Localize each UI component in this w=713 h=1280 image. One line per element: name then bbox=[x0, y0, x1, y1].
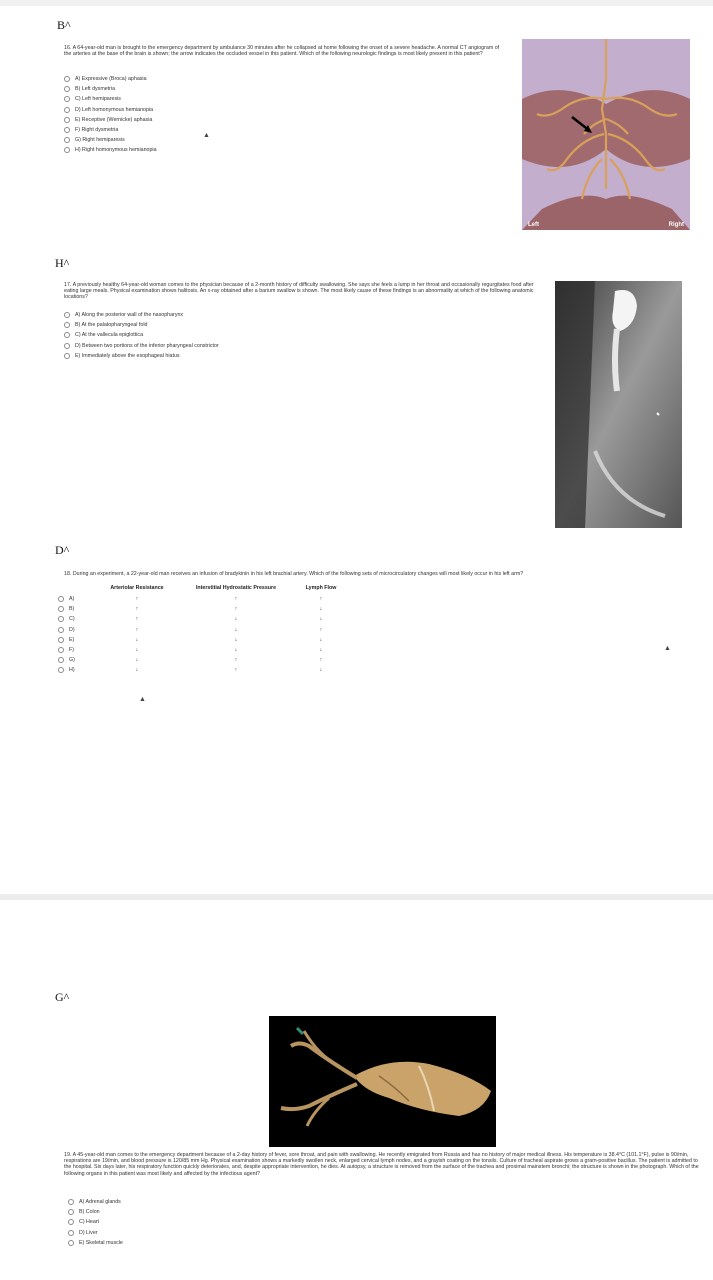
answer-label-q16: B^ bbox=[57, 18, 71, 32]
question-text: A 64-year-old man is brought to the emergency department by ambulance 30 minutes after he collapsed at home following the onset of a severe headache. A normal CT angiogram of the arteries at the base of the brain is shown; the arrow indicates the occluded vessel in this patient. Which of the following neurologic findings is most likely present in this patient? bbox=[64, 45, 500, 58]
table-row[interactable]: B) ↑ ↑ ↓ bbox=[58, 604, 346, 614]
answer-label-q19: G^ bbox=[55, 990, 70, 1004]
radio-button[interactable] bbox=[58, 606, 64, 612]
option-a[interactable]: A) Expressive (Broca) aphasia bbox=[64, 74, 157, 84]
option-a[interactable]: A) Along the posterior wall of the nasopharynx bbox=[64, 310, 219, 320]
radio-button[interactable] bbox=[68, 1219, 74, 1225]
question-18-stem bbox=[64, 571, 684, 577]
table-row[interactable]: C) ↑ ↓ ↓ bbox=[58, 614, 346, 624]
radio-button[interactable] bbox=[58, 647, 64, 653]
option-c[interactable]: C) At the vallecula epiglottica bbox=[64, 330, 219, 340]
radio-button[interactable] bbox=[68, 1240, 74, 1246]
mouse-cursor-icon: ▲ bbox=[139, 696, 146, 703]
mouse-cursor-icon: ▲ bbox=[203, 132, 210, 139]
question-number: 18. bbox=[64, 571, 72, 577]
option-b[interactable]: B) At the palatopharyngeal fold bbox=[64, 320, 219, 330]
radio-button[interactable] bbox=[64, 312, 70, 318]
radio-button[interactable] bbox=[64, 117, 70, 123]
question-16-stem bbox=[64, 45, 504, 57]
option-a[interactable]: A) Adrenal glands bbox=[68, 1197, 123, 1207]
radio-button[interactable] bbox=[64, 127, 70, 133]
mouse-cursor-icon: ▲ bbox=[664, 645, 671, 652]
table-row[interactable]: E) ↓ ↓ ↓ bbox=[58, 635, 346, 645]
autopsy-photograph bbox=[269, 1016, 496, 1147]
option-h[interactable]: H) Right homonymous hemianopia bbox=[64, 145, 157, 155]
radio-button[interactable] bbox=[64, 137, 70, 143]
table-row[interactable]: F) ↓ ↓ ↓ bbox=[58, 645, 346, 655]
question-17-options bbox=[64, 310, 219, 361]
radio-button[interactable] bbox=[64, 76, 70, 82]
option-b[interactable]: B) Left dysmetria bbox=[64, 84, 157, 94]
option-g[interactable]: G) Right hemiparesis bbox=[64, 135, 157, 145]
answer-choices-table bbox=[58, 582, 346, 676]
ct-angiogram-image bbox=[522, 39, 690, 230]
radio-button[interactable] bbox=[64, 353, 70, 359]
question-number: 17. bbox=[64, 282, 72, 288]
answer-label-q18: D^ bbox=[55, 543, 70, 557]
pseudomembrane-graphic bbox=[269, 1016, 496, 1147]
radio-button[interactable] bbox=[64, 322, 70, 328]
table-row[interactable]: A) ↑ ↑ ↑ bbox=[58, 594, 346, 604]
option-e[interactable]: E) Immediately above the esophageal hiatus bbox=[64, 351, 219, 361]
column-header: Interstitial Hydrostatic Pressure bbox=[195, 585, 277, 591]
radio-button[interactable] bbox=[64, 107, 70, 113]
column-header: Arteriolar Resistance bbox=[110, 585, 164, 591]
option-c[interactable]: C) Heart bbox=[68, 1217, 123, 1227]
radio-button[interactable] bbox=[58, 637, 64, 643]
table-row[interactable]: H) ↓ ↑ ↓ bbox=[58, 665, 346, 675]
option-b[interactable]: B) Colon bbox=[68, 1207, 123, 1217]
figure-label-left: Left bbox=[528, 222, 539, 228]
question-text: A previously healthy 64-year-old woman comes to the physician because of a 2-month history of difficulty swallowing. She says she feels a lump in her throat and occasionally regurgitates food after eating large meals. Physical examination shows halitosis. An x-ray obtained after a barium swallow is shown. The most likely cause of these findings is an abnormality at which of the following anatomic locations? bbox=[64, 282, 534, 301]
barium-swallow-xray-image bbox=[555, 281, 682, 528]
page-divider bbox=[0, 894, 713, 900]
table-header-row bbox=[58, 582, 346, 594]
question-number: 16. bbox=[64, 45, 72, 51]
question-16-options bbox=[64, 74, 157, 156]
radio-button[interactable] bbox=[68, 1199, 74, 1205]
radio-button[interactable] bbox=[64, 147, 70, 153]
radio-button[interactable] bbox=[58, 616, 64, 622]
answer-label-q17: H^ bbox=[55, 256, 70, 270]
xray-graphic bbox=[555, 281, 682, 528]
radio-button[interactable] bbox=[58, 627, 64, 633]
column-header: Lymph Flow bbox=[305, 585, 337, 591]
radio-button[interactable] bbox=[58, 657, 64, 663]
radio-button[interactable] bbox=[64, 343, 70, 349]
question-17-stem bbox=[64, 282, 544, 301]
radio-button[interactable] bbox=[68, 1230, 74, 1236]
option-e[interactable]: E) Skeletal muscle bbox=[68, 1238, 123, 1248]
top-divider bbox=[0, 0, 713, 6]
option-d[interactable]: D) Between two portions of the inferior pharyngeal constrictor bbox=[64, 341, 219, 351]
option-d[interactable]: D) Liver bbox=[68, 1228, 123, 1238]
figure-label-right: Right bbox=[668, 222, 684, 228]
radio-button[interactable] bbox=[58, 596, 64, 602]
option-e[interactable]: E) Receptive (Wernicke) aphasia bbox=[64, 115, 157, 125]
ct-angiogram-graphic bbox=[522, 39, 690, 230]
question-19-options bbox=[68, 1197, 123, 1248]
table-row[interactable]: G) ↓ ↑ ↑ bbox=[58, 655, 346, 665]
question-text: A 45-year-old man comes to the emergency department because of a 2-day history of fever, sore throat, and pain with swallowing. He recently emigrated from Russia and has no history of major medical illness. His temperature is 38.4°C (101.1°F), pulse is 90/min, respirations are 19/min, and blood pressure is 120/85 mm Hg. Physical examination shows a markedly swollen neck, enlarged cervical lymph nodes, and a grayish coating on the tonsils. Culture of tracheal aspirate grows a gram-positive bacillus. The patient is admitted to the hospital. Six days later, his respiratory function quickly deteriorates, and, despite appropriate intervention, he dies. At autopsy, a structure is removed from the surface of the trachea and proximal mainstem bronchi; the structure is shown in the photograph. Which of the following organs in this patient was most likely and affected by the infectious agent? bbox=[64, 1152, 699, 1177]
table-row[interactable]: D) ↑ ↓ ↑ bbox=[58, 625, 346, 635]
question-19-stem bbox=[64, 1152, 704, 1177]
question-number: 19. bbox=[64, 1152, 72, 1158]
option-d[interactable]: D) Left homonymous hemianopia bbox=[64, 105, 157, 115]
radio-button[interactable] bbox=[64, 96, 70, 102]
option-f[interactable]: F) Right dysmetria bbox=[64, 125, 157, 135]
radio-button[interactable] bbox=[68, 1209, 74, 1215]
question-text: During an experiment, a 22-year-old man receives an infusion of bradykinin in his left brachial artery. Which of the following sets of microcirculatory changes will most likely occur in his left arm? bbox=[72, 571, 524, 577]
radio-button[interactable] bbox=[58, 667, 64, 673]
radio-button[interactable] bbox=[64, 332, 70, 338]
option-c[interactable]: C) Left hemiparesis bbox=[64, 94, 157, 104]
radio-button[interactable] bbox=[64, 86, 70, 92]
